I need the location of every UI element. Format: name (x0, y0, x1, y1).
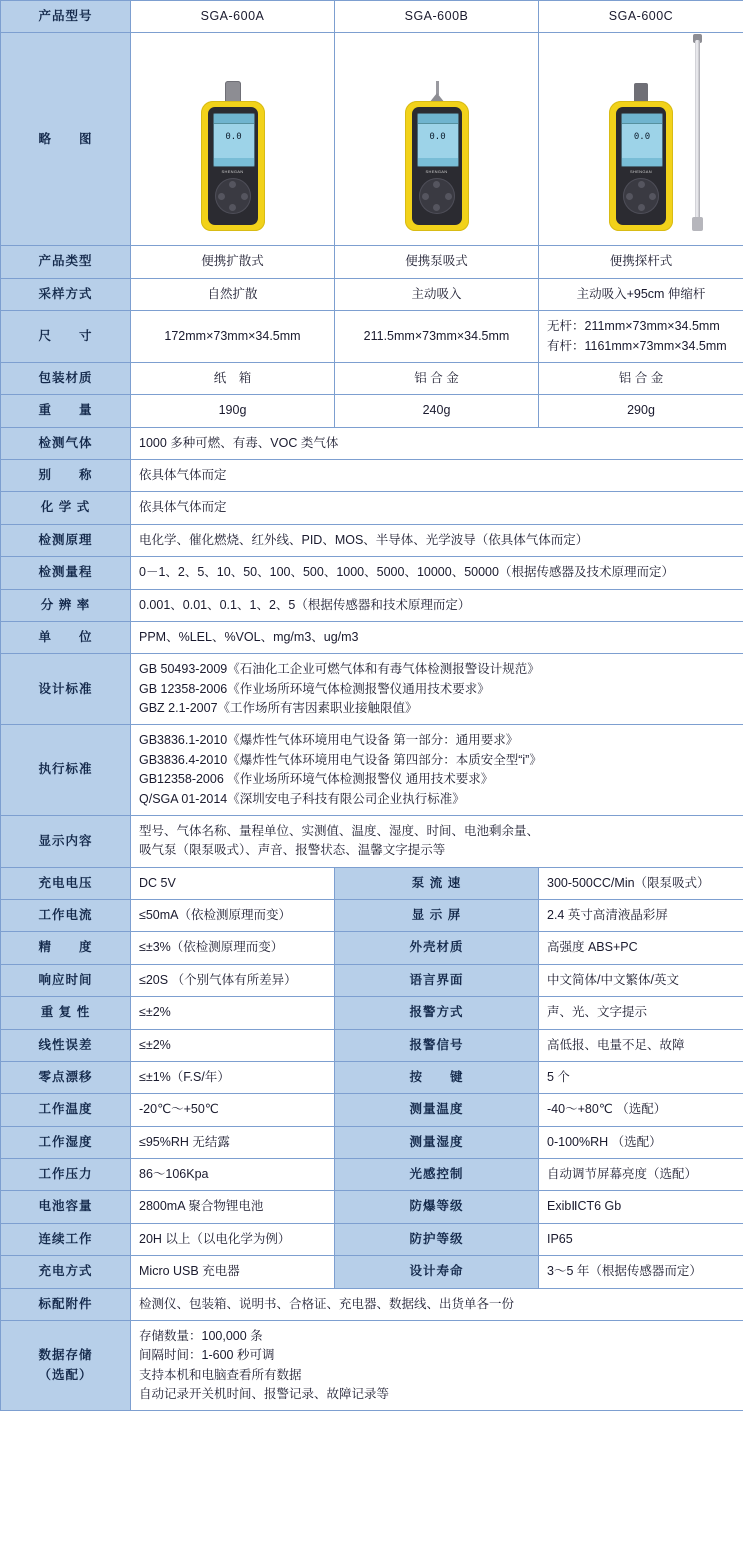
sampling-c: 主动吸入+95cm 伸缩杆 (539, 278, 743, 310)
row-label-working-humidity: 工作湿度 (1, 1126, 131, 1158)
row-label-product-type: 产品类型 (1, 246, 131, 278)
design-standard-line3: GBZ 2.1-2007《工作场所有害因素职业接触限值》 (139, 701, 418, 715)
continuous-work-value: 20H 以上（以电化学为例） (131, 1223, 335, 1255)
screen-titlebar (622, 114, 662, 124)
screen-reading-c: 0.0 (633, 132, 651, 143)
table-row-weight (1, 395, 743, 427)
display-content-line2: 吸气泵（限泵吸式）、声音、报警状态、温馨文字提示等 (139, 843, 446, 858)
weight-b: 240g (335, 395, 539, 427)
screen-reading-b: 0.0 (429, 132, 446, 143)
table-row-pair-8 (1, 1126, 743, 1158)
alias-value: 依具体气体而定 (131, 460, 743, 492)
charge-mode-value: Micro USB 充电器 (131, 1256, 335, 1288)
table-row-model (1, 1, 743, 33)
sensor-cap-icon (225, 81, 241, 103)
row-label-charge-mode: 充电方式 (1, 1256, 131, 1288)
working-temp-value: -20℃～+50℃ (131, 1094, 335, 1126)
design-standard-line1: GB 50493-2009《石油化工企业可燃气体和有毒气体检测报警设计规范》 (139, 662, 540, 677)
key-right (241, 193, 248, 200)
table-row-pair-1 (1, 900, 743, 932)
row-label-diagram: 略 图 (1, 33, 131, 246)
table-row-pair-2 (1, 932, 743, 964)
brand-label-a: SHENGAN (221, 169, 244, 175)
keys-value: 5 个 (539, 1061, 743, 1093)
row-label-formula: 化 学 式 (1, 492, 131, 524)
table-row-exec-standard (1, 725, 743, 816)
row-label-detect-gas: 检测气体 (1, 427, 131, 459)
row-label-measure-temp: 测量温度 (335, 1094, 539, 1126)
model-c: SGA-600C (539, 1, 743, 33)
screen-titlebar (214, 114, 254, 124)
display-content-value (131, 815, 743, 867)
table-row-pair-10 (1, 1191, 743, 1223)
brand-label-b: SHENGAN (425, 169, 448, 175)
principle-value: 电化学、催化燃烧、红外线、PID、MOS、半导体、光学波导（依具体气体而定） (131, 524, 743, 556)
packing-b: 铝 合 金 (335, 362, 539, 394)
accuracy-value: ≤±3%（依检测原理而变） (131, 932, 335, 964)
weight-a: 190g (131, 395, 335, 427)
table-row-pair-7 (1, 1094, 743, 1126)
table-row-alias (1, 460, 743, 492)
sampling-b: 主动吸入 (335, 278, 539, 310)
device-keypad (215, 178, 251, 214)
row-label-alarm-mode: 报警方式 (335, 997, 539, 1029)
row-label-charge-voltage: 充电电压 (1, 867, 131, 899)
model-b: SGA-600B (335, 1, 539, 33)
key-down (229, 204, 236, 211)
size-c (539, 311, 743, 363)
table-row-pair-12 (1, 1256, 743, 1288)
table-row-pair-9 (1, 1159, 743, 1191)
row-label-exec-standard: 执行标准 (1, 725, 131, 816)
table-row-formula (1, 492, 743, 524)
table-row-pair-0 (1, 867, 743, 899)
light-control-value: 自动调节屏幕亮度（选配） (539, 1159, 743, 1191)
device-screen (417, 113, 459, 167)
table-row-data-storage (1, 1320, 743, 1411)
row-label-resolution: 分 辨 率 (1, 589, 131, 621)
accessories-value: 检测仪、包装箱、说明书、合格证、充电器、数据线、出货单各一份 (131, 1288, 743, 1320)
row-label-accuracy: 精 度 (1, 932, 131, 964)
linear-error-value: ≤±2% (131, 1029, 335, 1061)
exec-standard-value (131, 725, 743, 816)
working-current-value: ≤50mA（依检测原理而变） (131, 900, 335, 932)
row-label-shell-material: 外壳材质 (335, 932, 539, 964)
product-type-b: 便携泵吸式 (335, 246, 539, 278)
row-label-alias: 别 称 (1, 460, 131, 492)
measure-humidity-value: 0-100%RH （选配） (539, 1126, 743, 1158)
row-label-weight: 重 量 (1, 395, 131, 427)
exec-standard-line4: Q/SGA 01-2014《深圳安电子科技有限公司企业执行标准》 (139, 791, 465, 806)
product-type-c: 便携探杆式 (539, 246, 743, 278)
row-label-model: 产品型号 (1, 1, 131, 33)
table-row-principle (1, 524, 743, 556)
device-screen (621, 113, 663, 167)
measure-temp-value: -40～+80℃ （选配） (539, 1094, 743, 1126)
row-label-pump-flow: 泵 流 速 (335, 867, 539, 899)
row-label-principle: 检测原理 (1, 524, 131, 556)
table-row-pair-3 (1, 964, 743, 996)
size-c-line1: 无杆：211mm×73mm×34.5mm (547, 319, 720, 334)
key-up (638, 181, 645, 188)
table-row-detect-gas (1, 427, 743, 459)
model-a: SGA-600A (131, 1, 335, 33)
row-label-working-temp: 工作温度 (1, 1094, 131, 1126)
telescopic-rod-icon (695, 40, 700, 225)
language-value: 中文简体/中文繁体/英文 (539, 964, 743, 996)
row-label-zero-drift: 零点漂移 (1, 1061, 131, 1093)
charge-voltage-value: DC 5V (131, 867, 335, 899)
device-image-a (131, 33, 335, 246)
table-row-design-standard (1, 654, 743, 725)
screen-titlebar (418, 114, 458, 124)
size-a: 172mm×73mm×34.5mm (131, 311, 335, 363)
table-row-unit (1, 621, 743, 653)
key-down (433, 204, 440, 211)
data-storage-line3: 支持本机和电脑查看所有数据 (139, 1367, 302, 1382)
row-label-alarm-signal: 报警信号 (335, 1029, 539, 1061)
screen-statusbar (622, 158, 662, 166)
screen-reading-a: 0.0 (225, 132, 242, 143)
row-label-explosion-rating: 防爆等级 (335, 1191, 539, 1223)
size-b: 211.5mm×73mm×34.5mm (335, 311, 539, 363)
key-left (422, 193, 429, 200)
explosion-rating-value: ExibⅡCT6 Gb (539, 1191, 743, 1223)
table-row-pair-11 (1, 1223, 743, 1255)
sensor-cap-icon (634, 83, 648, 103)
row-label-packing: 包装材质 (1, 362, 131, 394)
row-label-accessories: 标配附件 (1, 1288, 131, 1320)
table-row-sampling (1, 278, 743, 310)
exec-standard-line2: GB3836.4-2010《爆炸性气体环境用电气设备 第四部分：本质安全型“i”》 (139, 752, 542, 767)
row-label-linear-error: 线性误差 (1, 1029, 131, 1061)
key-down (638, 204, 645, 211)
key-left (218, 193, 225, 200)
table-row-pair-6 (1, 1061, 743, 1093)
repeatability-value: ≤±2% (131, 997, 335, 1029)
detector-diffusion-icon (201, 81, 265, 231)
table-row-packing (1, 362, 743, 394)
data-storage-line1: 存储数量：100,000 条 (139, 1328, 263, 1343)
unit-value: PPM、%LEL、%VOL、mg/m3、ug/m3 (131, 621, 743, 653)
key-up (433, 181, 440, 188)
table-row-resolution (1, 589, 743, 621)
row-label-sampling: 采样方式 (1, 278, 131, 310)
row-label-size: 尺 寸 (1, 311, 131, 363)
table-row-display-content (1, 815, 743, 867)
detector-probe-icon (609, 81, 673, 231)
shell-material-value: 高强度 ABS+PC (539, 932, 743, 964)
device-image-b (335, 33, 539, 246)
data-storage-label-line2: （选配） (38, 1367, 93, 1382)
response-time-value: ≤20S （个别气体有所差异） (131, 964, 335, 996)
working-humidity-value: ≤95%RH 无结露 (131, 1126, 335, 1158)
exec-standard-line1: GB3836.1-2010《爆炸性气体环境用电气设备 第一部分：通用要求》 (139, 733, 519, 748)
key-right (445, 193, 452, 200)
row-label-unit: 单 位 (1, 621, 131, 653)
row-label-language: 语言界面 (335, 964, 539, 996)
data-storage-line2: 间隔时间：1-600 秒可调 (139, 1348, 275, 1363)
key-right (649, 193, 656, 200)
row-label-repeatability: 重 复 性 (1, 997, 131, 1029)
battery-capacity-value: 2800mA 聚合物锂电池 (131, 1191, 335, 1223)
device-image-c (539, 33, 743, 246)
formula-value: 依具体气体而定 (131, 492, 743, 524)
weight-c: 290g (539, 395, 743, 427)
detector-pump-icon (405, 81, 469, 231)
brand-label-c: SHENGAN (630, 169, 652, 175)
pump-flow-value: 300-500CC/Min（限泵吸式） (539, 867, 743, 899)
product-type-a: 便携扩散式 (131, 246, 335, 278)
table-row-accessories (1, 1288, 743, 1320)
row-label-working-current: 工作电流 (1, 900, 131, 932)
row-label-range: 检测量程 (1, 557, 131, 589)
row-label-design-life: 设计寿命 (335, 1256, 539, 1288)
row-label-continuous-work: 连续工作 (1, 1223, 131, 1255)
key-left (626, 193, 633, 200)
display-screen-value: 2.4 英寸高清液晶彩屏 (539, 900, 743, 932)
row-label-data-storage (1, 1320, 131, 1411)
table-row-diagram (1, 33, 743, 246)
display-content-line1: 型号、气体名称、量程单位、实测值、温度、湿度、时间、电池剩余量、 (139, 823, 540, 838)
row-label-design-standard: 设计标准 (1, 654, 131, 725)
row-label-keys: 按 键 (335, 1061, 539, 1093)
screen-statusbar (418, 158, 458, 166)
design-life-value: 3～5 年（根据传感器而定） (539, 1256, 743, 1288)
table-row-product-type (1, 246, 743, 278)
sampling-a: 自然扩散 (131, 278, 335, 310)
row-label-display-content: 显示内容 (1, 815, 131, 867)
table-row-range (1, 557, 743, 589)
data-storage-value (131, 1320, 743, 1411)
range-value: 0－1、2、5、10、50、100、500、1000、5000、10000、50000（根据传感器及技术原理而定） (131, 557, 743, 589)
data-storage-label-line1: 数据存储 (38, 1348, 93, 1363)
resolution-value: 0.001、0.01、0.1、1、2、5（根据传感器和技术原理而定） (131, 589, 743, 621)
size-c-line2: 有杆：1161mm×73mm×34.5mm (547, 338, 727, 353)
packing-c: 铝 合 金 (539, 362, 743, 394)
row-label-measure-humidity: 测量湿度 (335, 1126, 539, 1158)
key-up (229, 181, 236, 188)
row-label-light-control: 光感控制 (335, 1159, 539, 1191)
telescopic-rod-handle-icon (692, 217, 703, 231)
detect-gas-value: 1000 多种可燃、有毒、VOC 类气体 (131, 427, 743, 459)
data-storage-line4: 自动记录开关机时间、报警记录、故障记录等 (139, 1387, 390, 1401)
working-pressure-value: 86～106Kpa (131, 1159, 335, 1191)
exec-standard-line3: GB12358-2006 《作业场所环境气体检测报警仪 通用技术要求》 (139, 772, 494, 787)
table-row-size (1, 311, 743, 363)
protection-rating-value: IP65 (539, 1223, 743, 1255)
packing-a: 纸 箱 (131, 362, 335, 394)
device-screen (213, 113, 255, 167)
alarm-mode-value: 声、光、文字提示 (539, 997, 743, 1029)
table-row-pair-5 (1, 1029, 743, 1061)
table-row-pair-4 (1, 997, 743, 1029)
row-label-display-screen: 显 示 屏 (335, 900, 539, 932)
device-keypad (419, 178, 455, 214)
row-label-battery-capacity: 电池容量 (1, 1191, 131, 1223)
alarm-signal-value: 高低报、电量不足、故障 (539, 1029, 743, 1061)
screen-statusbar (214, 158, 254, 166)
design-standard-value (131, 654, 743, 725)
row-label-response-time: 响应时间 (1, 964, 131, 996)
row-label-working-pressure: 工作压力 (1, 1159, 131, 1191)
design-standard-line2: GB 12358-2006《作业场所环境气体检测报警仪通用技术要求》 (139, 681, 490, 696)
zero-drift-value: ≤±1%（F.S/年） (131, 1061, 335, 1093)
row-label-protection-rating: 防护等级 (335, 1223, 539, 1255)
